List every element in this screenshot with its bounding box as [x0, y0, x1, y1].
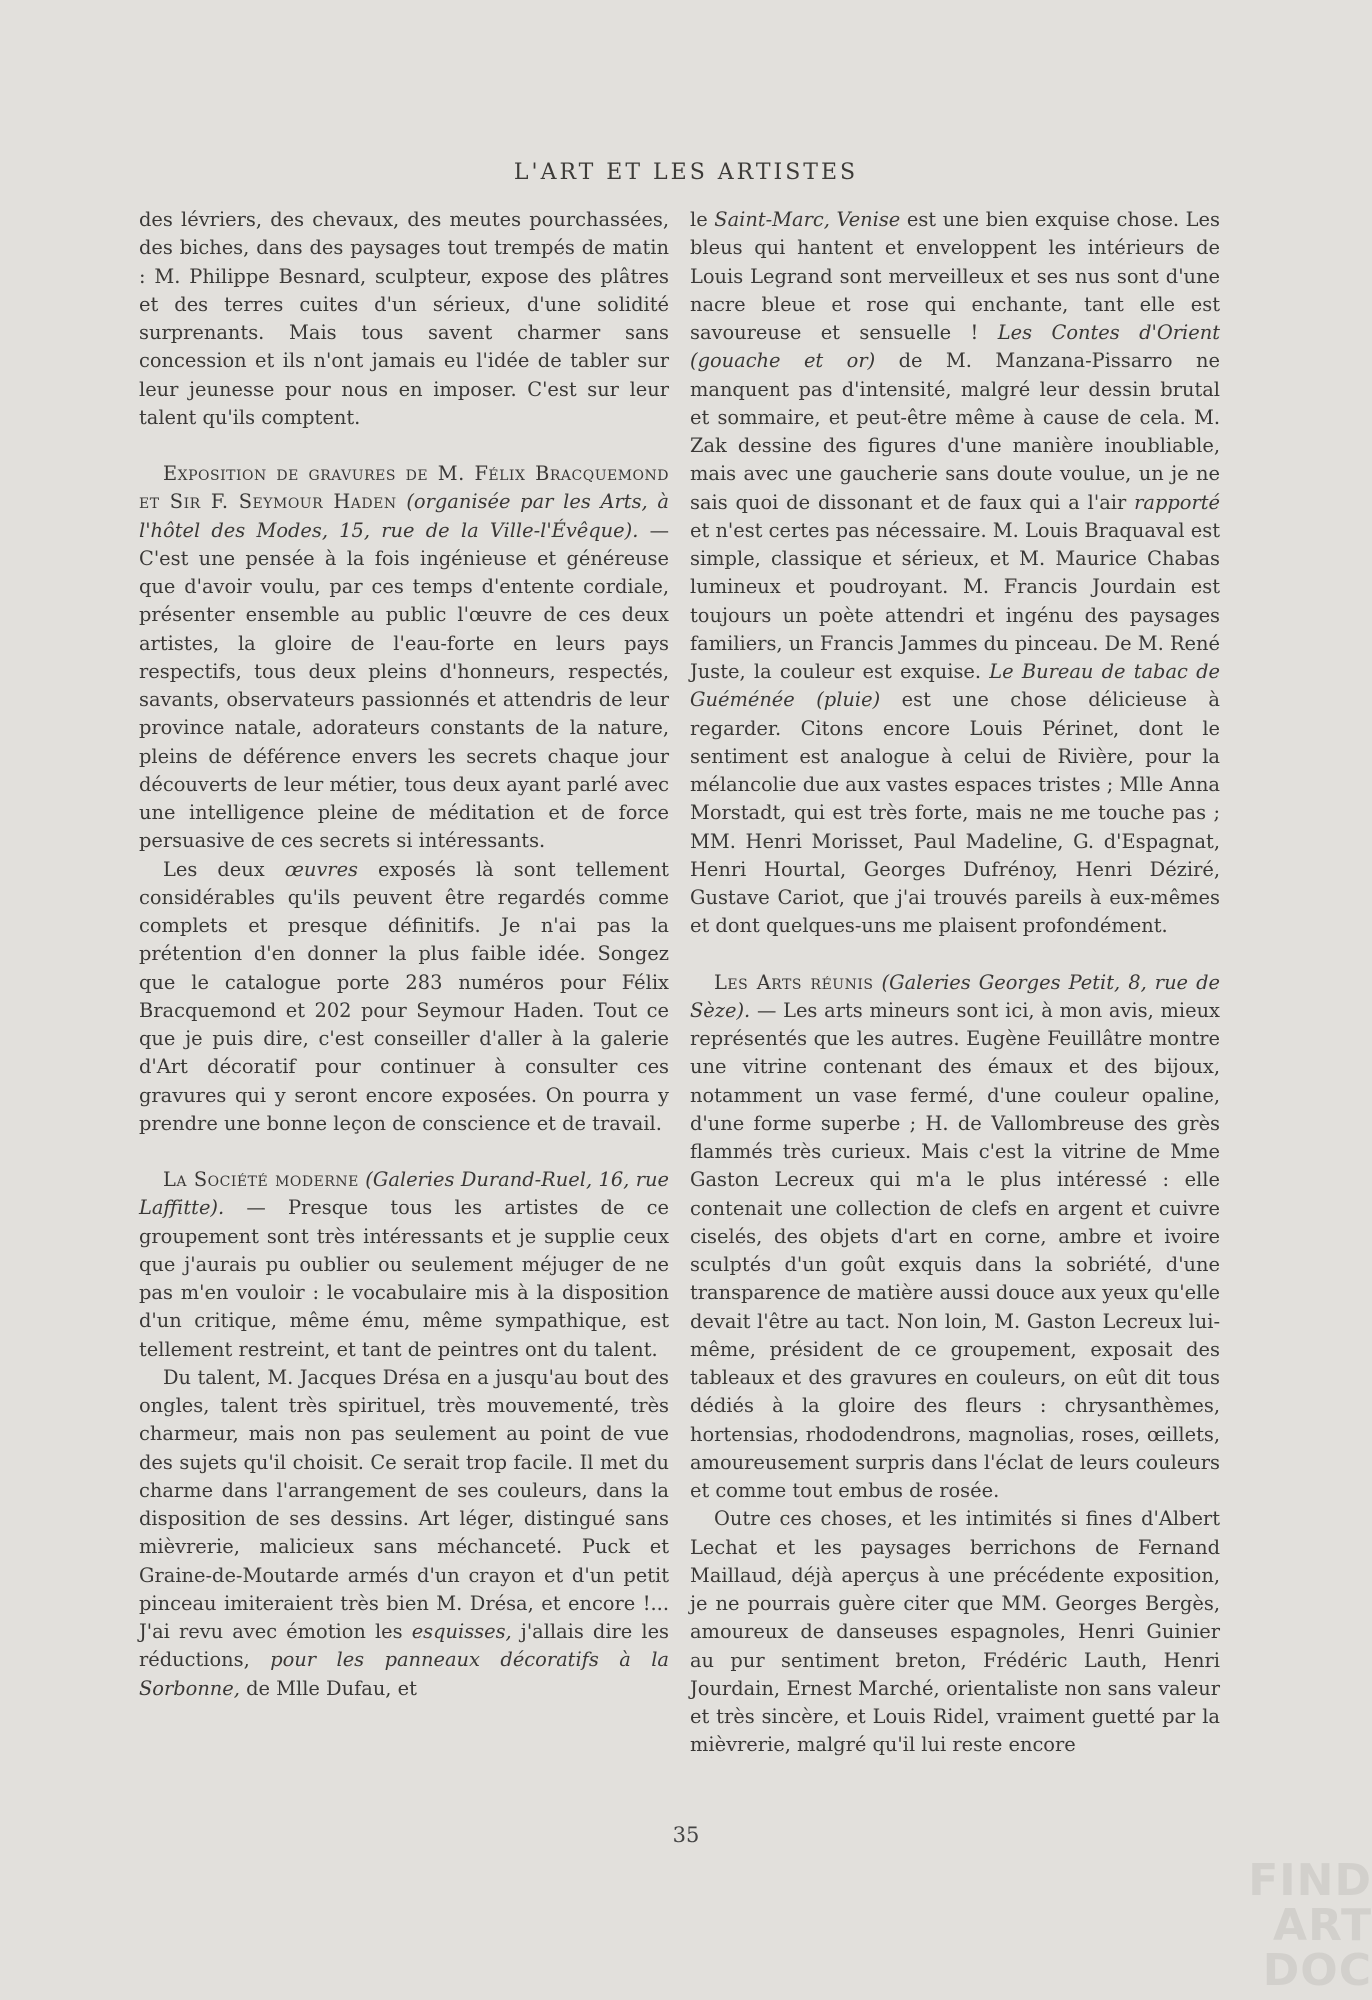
- section-heading: La Société moderne: [163, 1168, 359, 1191]
- paragraph-text: — C'est une pensée à la fois ingénieuse et généreuse que d'avoir voulu, par ces temps d'entente cordiale, présenter ensemble au public l'œuvre de ces deux artistes, la gloire de l'eau-forte en leurs pays respectifs, tous deux pleins d'honneurs, respectés, savants, observateurs passionnés et attendris de leur province natale, adorateurs constants de la nature, pleins de déférence envers les secrets chaque jour découverts de leur métier, tous deux ayant parlé avec une intelligence pleine de méditation et de force persuasive de ces secrets si intéressants.: [139, 518, 669, 853]
- paragraph-text: est une bien exquise chose. Les bleus qui hantent et enveloppent les intérieurs de Louis Legrand sont merveilleux et ses nus sont d'une nacre bleue et rose qui enchante, tant elle est savoureuse et sensuelle !: [690, 208, 1220, 344]
- right-column: [690, 206, 1220, 1760]
- paragraph-text: — Les arts mineurs sont ici, à mon avis, mieux représentés que les autres. Eugène Feuillâtre montre une vitrine contenant des émaux et des bijoux, notamment un vase fermé, d'une couleur opaline, d'une forme superbe ; H. de Vallombreuse des grès flammés très curieux. Mais c'est la vitrine de Mme Gaston Lecreux qui m'a le plus intéressé : elle contenait une collection de clefs en argent et cuivre ciselés, des objets d'art en corne, ambre et ivoire sculptés d'un goût exquis dans la sobriété, d'une transparence de matière aussi douce aux yeux qu'elle devait l'être au tact. Non loin, M. Gaston Lecreux lui-même, président de ce groupement, exposait des tableaux et des gravures en couleurs, on eût dit tous dédiés à la gloire des fleurs : chrysanthèmes, hortensias, rhododendrons, magnolias, roses, œillets, amoureusement surpris dans l'éclat de leurs couleurs et comme tout embus de rosée.: [690, 998, 1220, 1502]
- italic-text: Le Bureau de tabac de Guéménée (pluie): [690, 660, 1220, 712]
- left-column: [139, 206, 669, 1703]
- paragraph: [139, 856, 669, 1139]
- paragraph-text: de Mlle Dufau, et: [239, 1676, 417, 1700]
- paragraph: [139, 206, 669, 432]
- section-bracquemond-haden: [139, 460, 669, 856]
- page-number: 35: [672, 1823, 700, 1847]
- italic-text: esquisses,: [411, 1620, 512, 1643]
- paragraph-text: — Presque tous les artistes de ce groupement sont très intéressants et je supplie ceux que j'aurais pu oublier ou seulement méjuger de ne pas m'en vouloir : le vocabulaire mis à la disposition d'un critique, même ému, même sympathique, est tellement restreint, et tant de peintres ont du talent.: [139, 1196, 669, 1361]
- italic-text: œuvres: [284, 857, 358, 881]
- section-heading: Exposition de gravures de M. Félix Bracquemond et Sir F. Seymour Haden: [139, 462, 669, 514]
- watermark-logo: [1244, 1855, 1372, 1996]
- paragraph-text: j'allais dire les réductions,: [139, 1620, 669, 1672]
- paragraph: [139, 1364, 669, 1703]
- section-venue: (Galeries Georges Petit, 8, rue de Sèze).: [690, 970, 1220, 1022]
- paragraph-text: Outre ces choses, et les intimités si fines d'Albert Lechat et les paysages berrichons de Fernand Maillaud, déjà aperçus à une précédente exposition, je ne pourrais guère citer que MM. Georges Bergès, amoureux de danseuses espagnoles, Henri Guinier au pur sentiment breton, Frédéric Lauth, Henri Jourdain, Ernest Marché, orientaliste non sans valeur et très sincère, et Louis Ridel, vraiment guetté par la mièvrerie, malgré qu'il lui reste encore: [690, 1507, 1220, 1757]
- watermark-line: DOC: [1262, 1945, 1372, 1996]
- paragraph: [690, 206, 1220, 941]
- italic-text: pour les panneaux décoratifs à la Sorbonne,: [139, 1648, 669, 1700]
- watermark-line: ART: [1273, 1900, 1372, 1951]
- paragraph-text: exposés là sont tellement considérables qu'ils peuvent être regardés comme complets et presque définitifs. Je n'ai pas la prétention d'en donner la plus faible idée. Songez que le catalogue porte 283 numéros pour Félix Bracquemond et 202 pour Seymour Haden. Tout ce que je puis dire, c'est conseiller d'aller à la galerie d'Art décoratif pour continuer à consulter ces gravures qui y seront encore exposées. On pourra y prendre une bonne leçon de conscience et de travail.: [139, 857, 669, 1135]
- paragraph-text: de M. Manzana-Pissarro ne manquent pas d'intensité, malgré leur dessin brutal et sommaire, et peut-être même à cause de cela. M. Zak dessine des figures d'une manière inoubliable, mais avec une gaucherie sans doute voulue, un je ne sais quoi de dissonant et de faux qui a l'air: [690, 349, 1220, 514]
- section-heading: Les Arts réunis: [714, 970, 874, 994]
- section-arts-reunis: [690, 969, 1220, 1506]
- paragraph-text: des lévriers, des chevaux, des meutes pourchassées, des biches, dans des paysages tout trempés de matin : M. Philippe Besnard, sculpteur, expose des plâtres et des terres cuites d'un sérieux, d'une solidité surprenants. Mais tous savent charmer sans concession et ils n'ont jamais eu l'idée de tabler sur leur jeunesse pour nous en imposer. C'est sur leur talent qu'ils comptent.: [139, 208, 669, 429]
- section-venue: (Galeries Durand-Ruel, 16, rue Laffitte).: [139, 1168, 669, 1220]
- paragraph-text: et n'est certes pas nécessaire. M. Louis Braquaval est simple, classique et sérieux, et M. Maurice Chabas lumineux et poudroyant. M. Francis Jourdain est toujours un poète attendri et ingénu des paysages familiers, un Francis Jammes du pinceau. De M. René Juste, la couleur est exquise.: [690, 518, 1220, 683]
- paragraph-text: le: [690, 208, 715, 231]
- paragraph-text: Les deux: [163, 857, 285, 881]
- paragraph-text: est une chose délicieuse à regarder. Citons encore Louis Périnet, dont le sentiment est analogue à celui de Rivière, pour la mélancolie due aux vastes espaces tristes ; Mlle Anna Morstadt, qui est très forte, mais ne me touche pas ; MM. Henri Morisset, Paul Madeline, G. d'Espagnat, Henri Hourtal, Georges Dufrénoy, Henri Déziré, Gustave Cariot, que j'ai trouvés pareils à eux-mêmes et dont quelques-uns me plaisent profondément.: [690, 688, 1220, 938]
- paragraph: [690, 1505, 1220, 1759]
- italic-text: Les Contes d'Orient (gouache et or): [690, 321, 1221, 373]
- section-societe-moderne: [139, 1166, 669, 1364]
- section-venue: (organisée par les Arts, à l'hôtel des Modes, 15, rue de la Ville-l'Évêque).: [139, 490, 669, 542]
- paragraph-text: Du talent, M. Jacques Drésa en a jusqu'au bout des ongles, talent très spirituel, très mouvementé, très charmeur, mais non pas seulement au point de vue des sujets qu'il choisit. Ce serait trop facile. Il met du charme dans l'arrangement de ses couleurs, dans la disposition de ses dessins. Art léger, distingué sans mièvrerie, malicieux sans méchanceté. Puck et Graine-de-Moutarde armés d'un crayon et d'un petit pinceau imiteraient très bien M. Drésa, et encore !... J'ai revu avec émotion les: [139, 1365, 669, 1643]
- running-title: L'ART ET LES ARTISTES: [513, 160, 859, 185]
- italic-text: Saint-Marc, Venise: [714, 208, 901, 231]
- watermark-line: FIND: [1248, 1855, 1372, 1906]
- italic-text: rapporté: [1134, 490, 1220, 514]
